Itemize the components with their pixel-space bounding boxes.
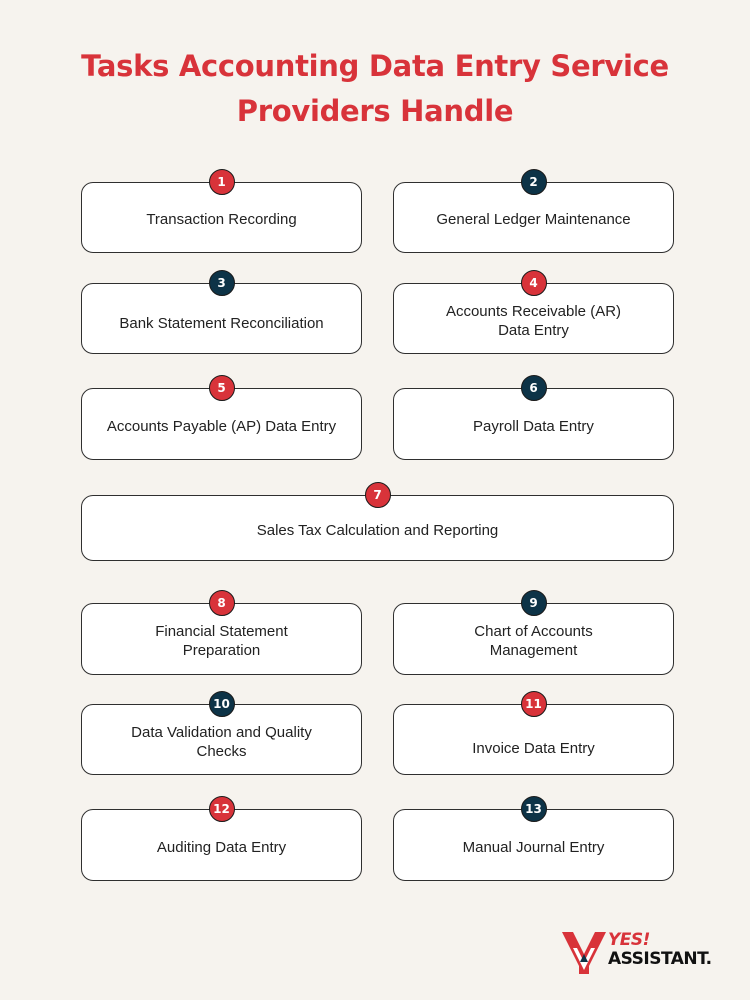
task-label-line: Financial Statement (155, 623, 288, 640)
task-card-4 (393, 276, 674, 354)
task-label (92, 389, 351, 459)
task-number-badge: 2 (521, 169, 547, 195)
task-card-12 (81, 802, 362, 881)
task-label (92, 604, 351, 674)
task-label-line: Accounts Receivable (AR) (445, 302, 622, 320)
task-label-line: Accounts Payable (AP) Data Entry (106, 417, 337, 435)
task-label (404, 705, 663, 774)
brand-logo (562, 930, 732, 974)
task-card-8 (81, 596, 362, 675)
task-label (92, 810, 351, 880)
task-card-10 (81, 697, 362, 775)
task-card-6 (393, 381, 674, 460)
task-number-badge: 12 (209, 796, 235, 822)
task-card-9 (393, 596, 674, 675)
task-label (92, 496, 663, 560)
logo-text-bottom: ASSISTANT. (608, 949, 712, 969)
task-label (92, 284, 351, 353)
title-line-2: Providers Handle (236, 94, 514, 128)
task-card-11 (393, 697, 674, 775)
task-number-badge: 4 (521, 270, 547, 296)
task-number-badge: 5 (209, 375, 235, 401)
task-label-line: Data Validation and Quality (131, 723, 312, 741)
task-label (404, 284, 663, 353)
task-number-badge: 6 (521, 375, 547, 401)
task-number-badge: 10 (209, 691, 235, 717)
yes-assistant-logo-icon (562, 932, 606, 974)
task-label-line: Payroll Data Entry (473, 417, 594, 435)
task-card-1 (81, 175, 362, 253)
task-number-badge: 13 (521, 796, 547, 822)
task-label-line: Transaction Recording (146, 211, 297, 228)
task-label-line: Auditing Data Entry (156, 838, 287, 856)
task-label-line: Sales Tax Calculation and Reporting (256, 521, 499, 539)
task-label (92, 183, 351, 252)
logo-text-top: YES! (608, 930, 650, 950)
task-number-badge: 7 (365, 482, 391, 508)
task-label-line: Preparation (182, 642, 261, 659)
task-label (404, 810, 663, 880)
task-number-badge: 1 (209, 169, 235, 195)
task-card-13 (393, 802, 674, 881)
task-label-line: Checks (196, 742, 247, 760)
task-label (92, 705, 351, 774)
task-number-badge: 8 (209, 590, 235, 616)
task-card-2 (393, 175, 674, 253)
task-card-5 (81, 381, 362, 460)
task-label (404, 604, 663, 674)
task-number-badge: 3 (209, 270, 235, 296)
task-label (404, 389, 663, 459)
task-label (404, 183, 663, 252)
task-label-line: Manual Journal Entry (462, 838, 605, 856)
task-number-badge: 11 (521, 691, 547, 717)
task-card-7 (81, 488, 674, 561)
task-label-line: Chart of Accounts (474, 623, 593, 640)
task-label-line: Management (489, 642, 578, 659)
page-title (40, 44, 710, 134)
task-label-line: Invoice Data Entry (472, 740, 595, 757)
task-card-3 (81, 276, 362, 354)
task-label-line: Data Entry (498, 321, 569, 339)
task-label-line: Bank Statement Reconciliation (119, 315, 324, 332)
task-number-badge: 9 (521, 590, 547, 616)
task-label-line: General Ledger Maintenance (436, 211, 631, 228)
title-line-1: Tasks Accounting Data Entry Service (81, 49, 669, 83)
